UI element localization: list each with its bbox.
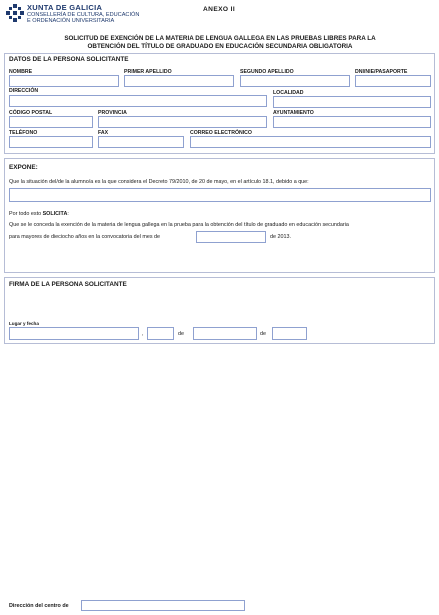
correo-field[interactable] [190, 136, 431, 148]
localidad-label: LOCALIDAD [273, 90, 304, 96]
ayuntamiento-field[interactable] [273, 116, 431, 128]
direccion-field[interactable] [9, 95, 267, 107]
fax-label: FAX [98, 130, 109, 136]
provincia-field[interactable] [98, 116, 267, 128]
expone-text: Que la situación del/de la alumno/a es la que considera el Decreto 79/2010, de 20 de mayo, en el artículo 18.1, debido a que: [9, 179, 309, 185]
direccion-label: DIRECCIÓN [9, 88, 39, 94]
solicita-keyword: SOLICITA [42, 211, 68, 217]
de-label-2: de [260, 331, 266, 337]
lugar-fecha-label: Lugar y fecha [9, 321, 39, 326]
solicita-line: Por todo esto SOLICITA: [9, 211, 69, 217]
year-field[interactable] [272, 327, 307, 340]
dni-label: DNI/NIE/PASAPORTE [355, 69, 408, 75]
annex-label: ANEXO II [203, 6, 236, 13]
dni-field[interactable] [355, 75, 431, 87]
expone-title: EXPONE: [9, 164, 38, 171]
direccion-centro-field[interactable] [81, 600, 245, 611]
primer-apellido-label: PRIMER APELLIDO [124, 69, 172, 75]
correo-label: CORREO ELECTRÓNICO [190, 130, 252, 136]
primer-apellido-field[interactable] [124, 75, 234, 87]
codigo-postal-label: CÓDIGO POSTAL [9, 110, 53, 116]
telefono-label: TELÉFONO [9, 130, 38, 136]
request-line-1: Que se le conceda la exención de la materia de lengua gallega en la prueba para la obtención del título de graduado en educación secundaria [9, 222, 349, 228]
expone-reason-field[interactable] [9, 188, 431, 202]
form-title: SOLICITUD DE EXENCIÓN DE LA MATERIA DE LENGUA GALLEGA EN LAS PRUEBAS LIBRES PARA LA OBTENCIÓN DEL TÍTULO DE GRADUADO EN EDUCACIÓN SECUNDARIA OBLIGATORIA [64, 35, 376, 50]
provincia-label: PROVINCIA [98, 110, 127, 116]
codigo-postal-field[interactable] [9, 116, 93, 128]
department-name: CONSELLERÍA DE CULTURA, EDUCACIÓN E ORDENACIÓN UNIVERSITARIA [27, 12, 140, 25]
segundo-apellido-label: SEGUNDO APELLIDO [240, 69, 294, 75]
ayuntamiento-label: AYUNTAMIENTO [273, 110, 314, 116]
request-year: de 2013. [270, 234, 291, 240]
xunta-logo-icon [6, 4, 24, 22]
signature-title: FIRMA DE LA PERSONA SOLICITANTE [9, 281, 127, 288]
nombre-field[interactable] [9, 75, 119, 87]
comma-separator: , [142, 331, 144, 337]
direccion-centro-label: Dirección del centro de [9, 603, 69, 609]
telefono-field[interactable] [9, 136, 93, 148]
place-field[interactable] [9, 327, 139, 340]
localidad-field[interactable] [273, 96, 431, 108]
applicant-section-title: DATOS DE LA PERSONA SOLICITANTE [9, 56, 129, 63]
nombre-label: NOMBRE [9, 69, 33, 75]
month-field[interactable] [193, 327, 257, 340]
segundo-apellido-field[interactable] [240, 75, 350, 87]
request-line-2: para mayores de dieciocho años en la convocatoria del mes de [9, 234, 161, 240]
day-field[interactable] [147, 327, 174, 340]
org-name: XUNTA DE GALICIA [27, 3, 103, 12]
convocatoria-month-field[interactable] [196, 231, 266, 243]
de-label-1: de [178, 331, 184, 337]
fax-field[interactable] [98, 136, 184, 148]
